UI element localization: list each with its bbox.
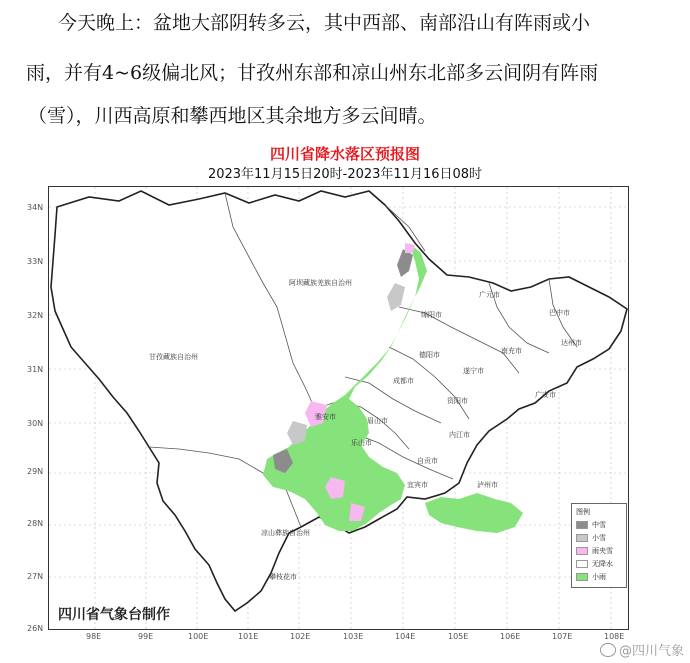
legend-label: 小雨 [592, 573, 606, 581]
legend-item [576, 520, 626, 530]
region-label: 阿坝藏族羌族自治州 [289, 279, 352, 287]
precipitation-map [48, 186, 629, 630]
map-legend [571, 503, 627, 588]
legend-swatch [576, 547, 588, 555]
weibo-watermark [600, 640, 684, 659]
region-label: 眉山市 [367, 417, 388, 425]
region-label: 自贡市 [417, 457, 438, 465]
forecast-line-3: （雪），川西高原和攀西地区其余地方多云间晴。 [28, 105, 437, 127]
region-label: 乐山市 [351, 439, 372, 447]
lon-label: 100E [188, 632, 209, 641]
lat-label: 26N [27, 624, 44, 633]
map-time-range: 2023年11月15日20时-2023年11月16日08时 [207, 167, 483, 182]
lat-label: 29N [27, 467, 44, 476]
legend-title: 图例 [576, 508, 590, 516]
lat-label: 27N [27, 572, 44, 581]
watermark-text: @四川气象 [619, 644, 685, 659]
lon-label: 101E [238, 632, 259, 641]
region-label: 凉山彝族自治州 [261, 529, 310, 537]
forecast-line-1: 今天晚上：盆地大部阴转多云，其中西部、南部沿山有阵雨或小 [58, 12, 591, 34]
region-label: 内江市 [449, 431, 470, 439]
lon-label: 104E [395, 632, 416, 641]
legend-item [576, 572, 626, 582]
lat-label: 32N [27, 311, 44, 320]
forecast-line-2: 雨，并有4~6级偏北风；甘孜州东部和凉山州东北部多云间阴有阵雨 [26, 62, 599, 84]
region-label: 资阳市 [447, 397, 468, 405]
region-label: 广元市 [479, 291, 500, 299]
lon-label: 107E [552, 632, 573, 641]
region-label: 雅安市 [315, 413, 336, 421]
lon-label: 103E [343, 632, 364, 641]
lon-label: 105E [448, 632, 469, 641]
lon-label: 99E [138, 632, 154, 641]
legend-item [576, 533, 626, 543]
lon-label: 98E [86, 632, 102, 641]
region-label: 泸州市 [477, 481, 498, 489]
lat-label: 31N [27, 365, 44, 374]
lat-label: 34N [27, 203, 44, 212]
region-label: 甘孜藏族自治州 [149, 353, 198, 361]
legend-label: 中雪 [592, 521, 606, 529]
region-label: 南充市 [501, 347, 522, 355]
region-label: 宜宾市 [407, 481, 428, 489]
legend-swatch [576, 573, 588, 581]
legend-swatch [576, 521, 588, 529]
lat-label: 28N [27, 519, 44, 528]
region-label: 攀枝花市 [269, 573, 297, 581]
weibo-icon [600, 643, 616, 657]
legend-swatch [576, 534, 588, 542]
lat-label: 30N [27, 419, 44, 428]
lat-label: 33N [27, 257, 44, 266]
region-label: 遂宁市 [463, 367, 484, 375]
legend-swatch [576, 560, 588, 568]
legend-item [576, 559, 626, 569]
lon-label: 102E [290, 632, 311, 641]
region-label: 成都市 [393, 377, 414, 385]
legend-label: 小雪 [592, 534, 606, 542]
lon-label: 108E [604, 632, 625, 641]
region-label: 巴中市 [549, 309, 570, 317]
legend-label: 雨夹雪 [592, 547, 613, 555]
region-label: 达州市 [561, 339, 582, 347]
legend-item [576, 546, 626, 556]
region-label: 绵阳市 [421, 311, 442, 319]
legend-label: 无降水 [592, 560, 613, 568]
lon-label: 106E [500, 632, 521, 641]
region-label: 德阳市 [419, 351, 440, 359]
map-credit: 四川省气象台制作 [58, 607, 170, 623]
region-label: 广安市 [535, 391, 556, 399]
map-canvas [49, 187, 629, 630]
map-title: 四川省降水落区预报图 [269, 145, 420, 163]
